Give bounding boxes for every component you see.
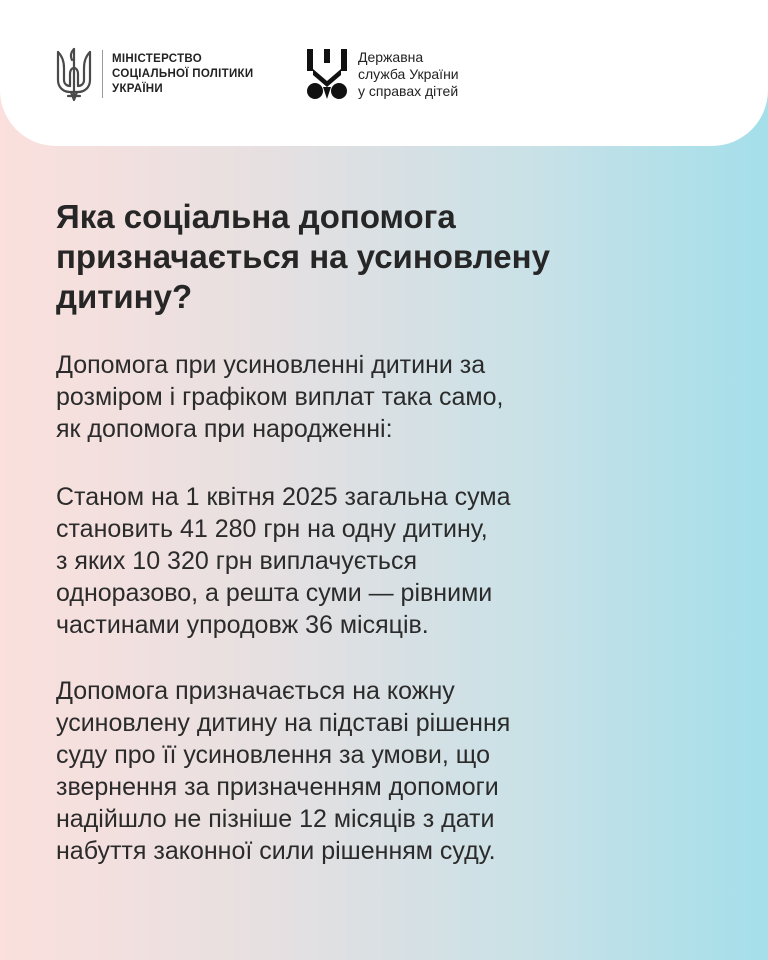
- paragraph-conditions: [56, 675, 716, 867]
- logo-divider: [102, 50, 103, 98]
- children-service-logo: [306, 46, 459, 102]
- ministry-logo: [54, 46, 253, 102]
- title-line: дитину?: [56, 278, 193, 315]
- ministry-name-line: СОЦІАЛЬНОЇ ПОЛІТИКИ: [112, 67, 254, 80]
- page-title: [56, 197, 696, 317]
- paragraph-intro: [56, 349, 716, 445]
- ministry-name: [112, 52, 253, 97]
- paragraph-line: усиновлену дитину на підставі рішення: [56, 709, 511, 737]
- paragraph-line: одноразово, а решта суми — рівними: [56, 579, 493, 607]
- paragraph-line: розміром і графіком виплат така само,: [56, 383, 504, 411]
- paragraph-line: з яких 10 320 грн виплачується: [56, 547, 417, 575]
- paragraph-line: Допомога при усиновленні дитини за: [56, 351, 486, 379]
- children-service-emblem-icon: [306, 47, 348, 101]
- service-name-line: Державна: [358, 48, 424, 65]
- paragraph-line: становить 41 280 грн на одну дитину,: [56, 515, 488, 543]
- ministry-name-line: УКРАЇНИ: [112, 82, 163, 95]
- paragraph-line: звернення за призначенням допомоги: [56, 773, 499, 801]
- service-name-line: служба України: [358, 65, 459, 82]
- paragraph-line: Станом на 1 квітня 2025 загальна сума: [56, 483, 511, 511]
- paragraph-amount: [56, 481, 716, 641]
- title-line: Яка соціальна допомога: [56, 198, 456, 235]
- header-panel: [0, 0, 768, 146]
- title-line: призначається на усиновлену: [56, 238, 550, 275]
- ministry-name-line: МІНІСТЕРСТВО: [112, 52, 202, 65]
- paragraph-line: набуття законної сили рішенням суду.: [56, 837, 496, 865]
- paragraph-line: Допомога призначається на кожну: [56, 677, 455, 705]
- paragraph-line: суду про її усиновлення за умови, що: [56, 741, 490, 769]
- paragraph-line: частинами упродовж 36 місяців.: [56, 611, 429, 639]
- paragraph-line: як допомога при народженні:: [56, 415, 393, 443]
- paragraph-line: надійшло не пізніше 12 місяців з дати: [56, 805, 495, 833]
- service-name-line: у справах дітей: [358, 82, 459, 99]
- ukraine-trident-icon: [54, 46, 94, 102]
- children-service-name: [358, 49, 459, 100]
